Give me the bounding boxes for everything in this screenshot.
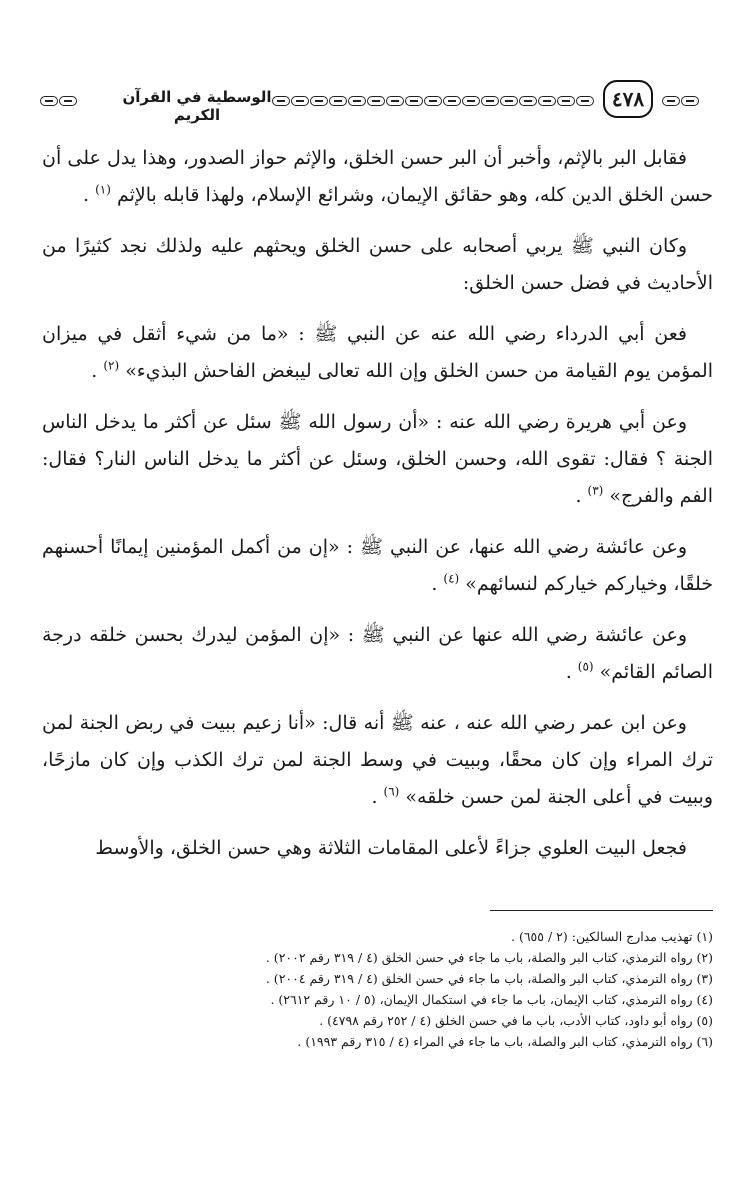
footnote-ref: (١) — [95, 182, 111, 197]
footnote: (٣) رواه الترمذي، كتاب البر والصلة، باب ما جاء في حسن الخلق (٤ / ٣١٩ رقم ٢٠٠٤) . — [265, 971, 713, 986]
paragraph: وعن أبي هريرة رضي الله عنه : «أن رسول الله ﷺ سئل عن أكثر ما يدخل الناس الجنة ؟ فقال: تقوى الله، وحسن الخلق، وسئل عن أكثر ما يدخل الناس النار؟ فقال: الفم والفرج» $^{(٣)}$ . — [42, 411, 713, 507]
footnote: (١) تهذيب مدارج السالكين: (٢ / ٦٥٥) . — [511, 929, 713, 944]
paragraph: وعن عائشة رضي الله عنها عن النبي ﷺ : «إن المؤمن ليدرك بحسن خلقه درجة الصائم القائم» $^{(٥)}$ . — [42, 624, 713, 683]
main-text — [42, 140, 713, 881]
footnote-ref: (٢) — [103, 358, 120, 373]
paragraph: وكان النبي ﷺ يربي أصحابه على حسن الخلق ويحثهم عليه ولذلك نجد كثيرًا من الأحاديث في فضل حسن الخلق: — [42, 235, 713, 294]
footnote-ref: (٤) — [443, 571, 460, 586]
header-chain-ornament-left — [40, 96, 86, 108]
footnote-separator — [490, 910, 713, 911]
footnote-ref: (٥) — [577, 659, 594, 674]
footnote: (٤) رواه الترمذي، كتاب الإيمان، باب ما جاء في استكمال الإيمان، (٥ / ١٠ رقم ٢٦١٢) . — [270, 992, 713, 1007]
paragraph: فجعل البيت العلوي جزاءً لأعلى المقامات الثلاثة وهي حسن الخلق، والأوسط — [95, 837, 687, 859]
page-number-badge: ٤٧٨ — [603, 80, 653, 118]
paragraph: فقابل البر بالإثم، وأخبر أن البر حسن الخلق، والإثم حواز الصدور، وهذا يدل على أن حسن الخلق الدين كله، وهو حقائق الإيمان، وشرائع الإسلام، ولهذا قابله بالإثم $^{(١)}$ . — [42, 147, 713, 206]
header-book-title: الوسطية في القرآن الكريم — [122, 88, 272, 124]
footnotes — [42, 926, 713, 1052]
paragraph: فعن أبي الدرداء رضي الله عنه عن النبي ﷺ : «ما من شيء أثقل في ميزان المؤمن يوم القيامة من حسن الخلق وإن الله تعالى ليبغض الفاحش البذيء» $^{(٢)}$ . — [42, 323, 713, 382]
footnote: (٦) رواه الترمذي، كتاب البر والصلة، باب ما جاء في المراء (٤ / ٣١٥ رقم ١٩٩٣) . — [297, 1034, 713, 1049]
footnote-ref: (٦) — [383, 784, 400, 799]
paragraph: وعن عائشة رضي الله عنها، عن النبي ﷺ : «إن من أكمل المؤمنين إيمانًا أحسنهم خلقًا، وخياركم خياركم لنسائهم» $^{(٤)}$ . — [42, 536, 713, 595]
footnote-ref: (٣) — [587, 483, 604, 498]
running-header — [40, 80, 715, 124]
footnote: (٥) رواه أبو داود، كتاب الأدب، باب ما في حسن الخلق (٤ / ٢٥٢ رقم ٤٧٩٨) . — [319, 1013, 713, 1028]
footnote: (٢) رواه الترمذي، كتاب البر والصلة، باب ما جاء في حسن الخلق (٤ / ٣١٩ رقم ٢٠٠٢) . — [265, 950, 713, 965]
header-chain-ornament-middle — [272, 96, 594, 108]
paragraph: وعن ابن عمر رضي الله عنه ، عنه ﷺ أنه قال: «أنا زعيم ببيت في ربض الجنة لمن ترك المراء وإن كان محقًا، وببيت في وسط الجنة لمن ترك الكذب وإن كان مازحًا، وببيت في أعلى الجنة لمن حسن خلقه» $^{(٦)}$ . — [42, 712, 713, 808]
header-chain-ornament-right — [662, 96, 712, 108]
